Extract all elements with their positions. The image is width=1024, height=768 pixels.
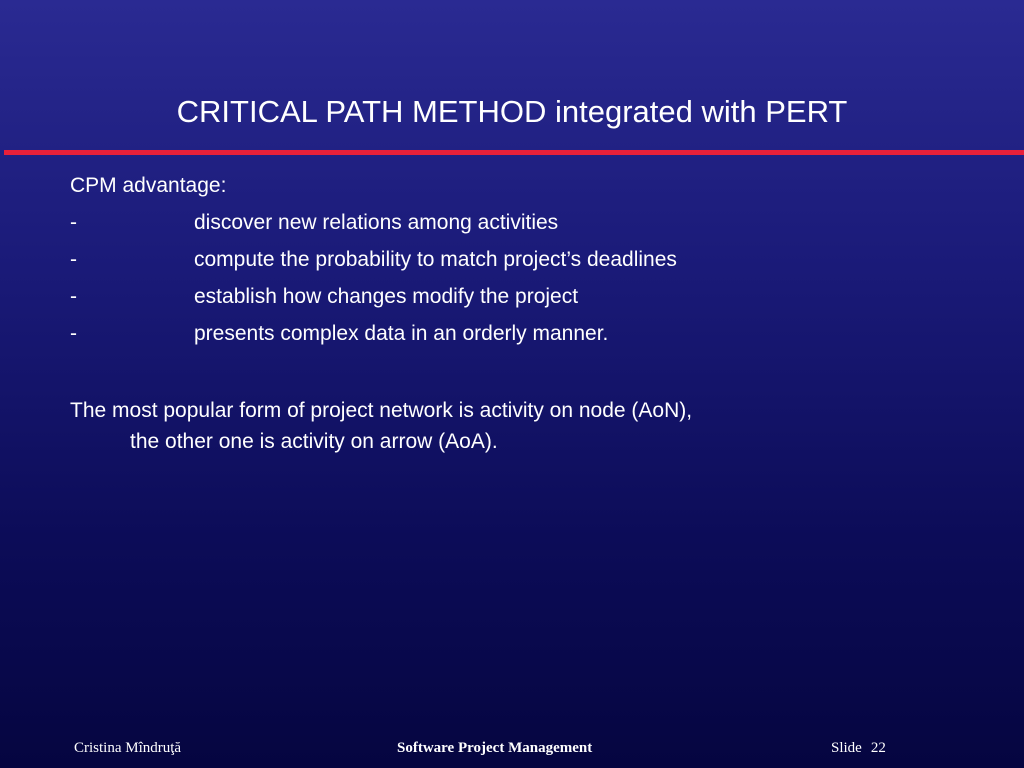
footer-author: Cristina Mîndruţă — [74, 740, 182, 756]
slide-label: Slide — [831, 740, 862, 756]
paragraph-line-1: The most popular form of project network is activity on node (AoN), — [70, 399, 693, 422]
bullet-text: compute the probability to match project’s deadlines — [194, 248, 677, 271]
bullet-marker: - — [70, 211, 77, 234]
slide-title: CRITICAL PATH METHOD integrated with PERT — [176, 94, 848, 129]
title-divider — [4, 150, 1024, 155]
footer-course-title: Software Project Management — [397, 740, 593, 756]
bullet-marker: - — [70, 322, 77, 345]
paragraph-line-2: the other one is activity on arrow (AoA). — [130, 430, 498, 453]
bullet-text: establish how changes modify the project — [194, 285, 579, 308]
bullet-item — [70, 283, 970, 320]
content-heading: CPM advantage: — [70, 174, 227, 197]
footer-slide-number — [831, 738, 886, 758]
bullet-item — [70, 209, 970, 246]
bullet-marker: - — [70, 285, 77, 308]
slide-body — [70, 172, 970, 457]
bullet-text: discover new relations among activities — [194, 211, 559, 234]
network-paragraph — [70, 395, 970, 457]
bullet-item — [70, 320, 970, 357]
slide-number: 22 — [870, 740, 886, 756]
bullet-item — [70, 246, 970, 283]
bullet-text: presents complex data in an orderly manner. — [194, 322, 609, 345]
bullet-marker: - — [70, 248, 77, 271]
